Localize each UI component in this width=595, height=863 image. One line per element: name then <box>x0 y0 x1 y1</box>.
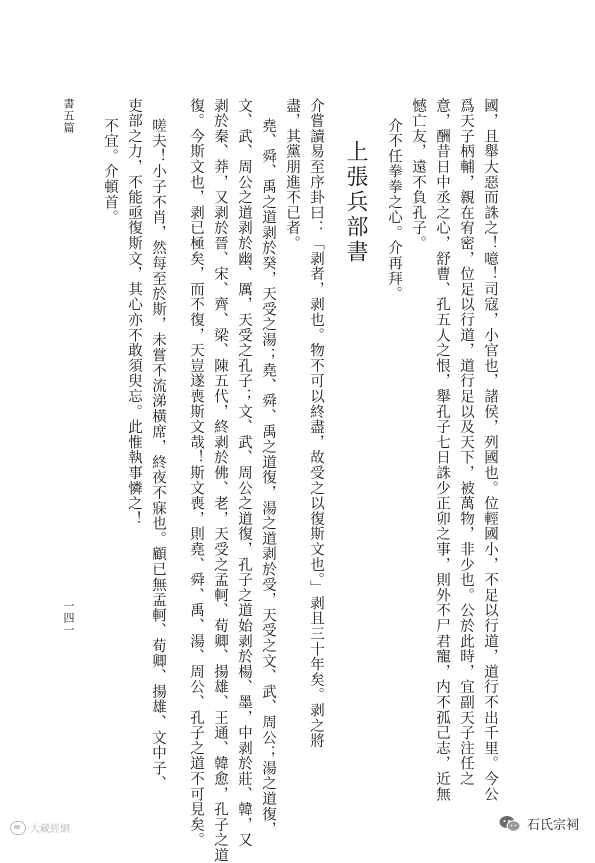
text-column-12: 復。今斯文也，剥已極矣，而不復，天豈遂喪斯文哉！斯文喪，則堯、舜、禹、湯、周公、孔子之道不可見矣。 <box>188 98 204 848</box>
text-column-7: 介嘗讀易至序卦曰：「剥者，剥也。物不可以終盡，故受之以復斯文也。」剥且三十年矣。剥之將 <box>308 98 324 749</box>
text-column-13: 嗟夫！小子不肖，然每至於斯，未嘗不流涕橫席，終夜不寐也。顧已無孟軻、荀卿、揚雄、文中子、 <box>150 118 166 792</box>
running-footer: 書五篇 <box>62 98 75 134</box>
page-number: 一四一 <box>62 600 75 636</box>
watermark-right-text: 石氏宗祠 <box>526 818 579 833</box>
text-column-3: 意，酬昔日中丞之心，舒曹、孔五人之恨，舉孔子七日誅少正卯之事，則外不尸君寵，内不孤己志，近無 <box>434 98 450 802</box>
wechat-account-badge <box>493 812 585 835</box>
text-column-14: 吏部之力，不能亟復斯文，其心亦不敢須臾忘。此惟執事憐之！ <box>126 98 142 527</box>
text-column-2: 爲天子柄輔，親在宥密，位足以行道，道行足以及天下，被萬物，非少也。公於此時，宜副天子注任之 <box>458 98 474 787</box>
section-title: 上張兵部書 <box>343 140 368 265</box>
site-logo-icon <box>10 821 26 835</box>
text-column-1: 國，且舉大惡而誅之！噫！司寇，小官也，諸侯，列國也。位輕國小，不足以行道，道行不出千里。今公 <box>482 98 498 802</box>
sign-off: 不宜。介頓首。 <box>102 118 118 226</box>
text-column-11: 剥於秦、莽，又剥於晉、宋、齊、梁、陳五代，終剥於佛、老，天受之孟軻、荀卿、揚雄、王通、韓愈，孔子之道 <box>212 98 228 863</box>
watermark-left <box>10 820 70 835</box>
text-column-10: 文、武、周公之道剥於幽、厲，天受之孔子；文、武、周公之道復，孔子之道始剥於楊、墨，中剥於莊、韓，又 <box>236 98 252 848</box>
text-column-8: 盡，其黨朋進不已者。 <box>284 98 300 251</box>
text-column-4: 憾亡友，遠不負孔子。 <box>410 98 426 251</box>
wechat-icon <box>499 815 521 833</box>
closing-line: 介不任拳拳之心。介再拜。 <box>386 118 402 302</box>
text-column-9: 堯、舜、禹之道剥於癸，天受之湯；堯、舜、禹之道復，湯之道剥於受，天受之文、武、周公；湯之道復， <box>260 118 276 838</box>
watermark-left-text: 大藏經網 <box>30 824 70 835</box>
